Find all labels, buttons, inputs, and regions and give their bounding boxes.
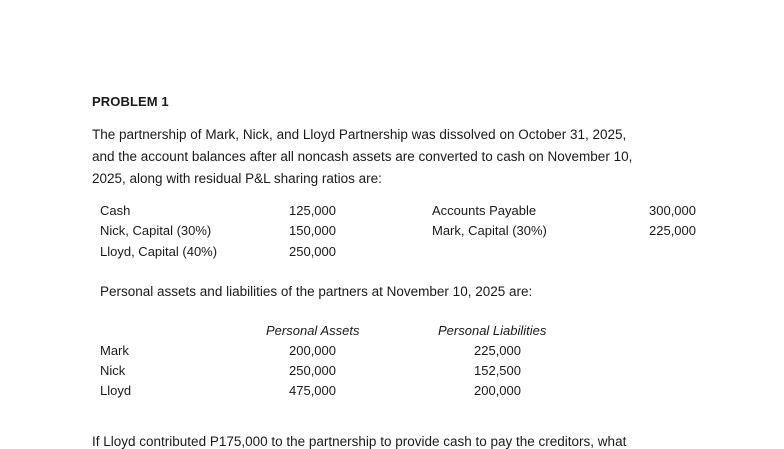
partner-name-nick: Nick [100, 363, 126, 378]
balance-label-mark-capital: Mark, Capital (30%) [432, 223, 547, 238]
problem-intro [92, 124, 712, 190]
partner-assets-nick: 250,000 [289, 363, 336, 378]
partner-name-mark: Mark [100, 343, 129, 358]
partner-liabilities-lloyd: 200,000 [474, 383, 521, 398]
personal-intro: Personal assets and liabilities of the partners at November 10, 2025 are: [100, 284, 533, 299]
intro-line-3: 2025, along with residual P&L sharing ratios are: [92, 171, 382, 186]
partner-name-lloyd: Lloyd [100, 383, 132, 398]
header-personal-liabilities: Personal Liabilities [438, 323, 547, 338]
balance-label-cash: Cash [100, 203, 131, 218]
balance-amount-nick-capital: 150,000 [289, 223, 336, 238]
balance-label-accounts-payable: Accounts Payable [432, 203, 537, 218]
balance-label-nick-capital: Nick, Capital (30%) [100, 223, 212, 238]
balance-amount-mark-capital: 225,000 [649, 223, 696, 238]
balance-amount-accounts-payable: 300,000 [649, 203, 696, 218]
partner-liabilities-mark: 225,000 [474, 343, 521, 358]
balance-amount-cash: 125,000 [289, 203, 336, 218]
intro-line-2: and the account balances after all noncash assets are converted to cash on November 10, [92, 149, 633, 164]
problem-title: PROBLEM 1 [92, 94, 169, 109]
intro-line-1: The partnership of Mark, Nick, and Lloyd Partnership was dissolved on October 31, 2025, [92, 127, 627, 142]
balance-amount-lloyd-capital: 250,000 [289, 244, 336, 259]
balance-label-lloyd-capital: Lloyd, Capital (40%) [100, 244, 218, 259]
partner-assets-lloyd: 475,000 [289, 383, 336, 398]
partner-liabilities-nick: 152,500 [474, 363, 521, 378]
partner-assets-mark: 200,000 [289, 343, 336, 358]
question-line-cutoff: If Lloyd contributed P175,000 to the partnership to provide cash to pay the creditors, what [92, 434, 627, 449]
header-personal-assets: Personal Assets [266, 323, 360, 338]
